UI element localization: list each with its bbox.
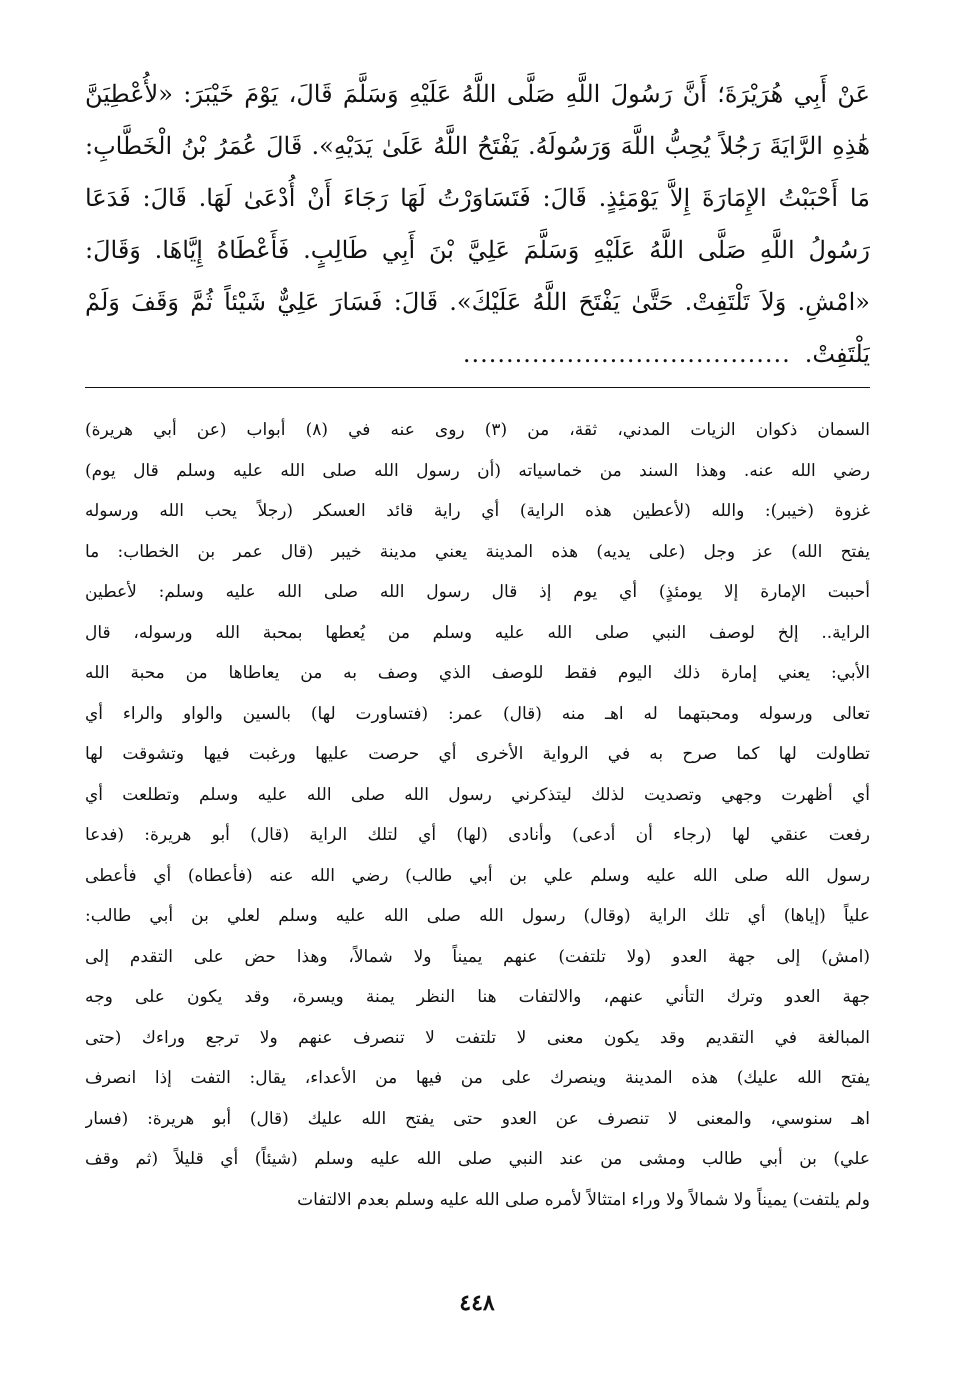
hadith-line: عَنْ أَبِي هُرَيْرَةَ؛ أَنَّ رَسُولَ اللَّهِ صَلَّى اللَّهُ عَلَيْهِ وَسَلَّمَ قَالَ، يَوْمَ خَيْبَرَ: «لأُعْطِيَنَّ (85, 80, 870, 108)
commentary-line: تعالى ورسوله ومحبتهما له اهـ منه (قال) عمر: (فتساورت لها) بالسين والواو والراء أي (85, 703, 870, 724)
commentary-line: علياً (إياها) أي تلك الراية (وقال) رسول الله صلى الله عليه وسلم لعلي بن أبي طالب: (85, 906, 870, 926)
hadith-last-line (85, 328, 870, 380)
commentary-line: الراية.. إلخ لوصف النبي صلى الله عليه وسلم من يُعطها بمحبة الله ورسوله، قال (85, 622, 870, 643)
commentary-line: الأبي: يعني إمارة ذلك اليوم فقط للوصف الذي وصف به من يعاطاها من محبة الله (85, 663, 870, 683)
commentary-line: جهة العدو وترك التأني عنهم، والالتفات هنا النظر يمنة ويسرة، وقد يكون على وجه (85, 987, 870, 1007)
commentary-line: رسول الله صلى الله عليه وسلم علي بن أبي طالب) رضي الله عنه (فأعطاه) أي فأعطى (85, 865, 870, 886)
commentary-line: رفعت عنقي لها (رجاء أن أدعى) وأنادى (لها) أي لتلك الراية (قال) أبو هريرة: (فدعا (85, 825, 870, 845)
commentary-line: المبالغة في التقديم وقد يكون معنى لا تلتفت لا تنصرف عنهم ولا ترجع وراءك (حتى (85, 1027, 870, 1048)
hadith-line: «امْشِ. وَلاَ تَلْتَفِتْ. حَتَّىٰ يَفْتَحَ اللَّهُ عَلَيْكَ». قَالَ: فَسَارَ عَلِيٌّ شَيْئاً ثُمَّ وَقَفَ وَلَمْ (85, 288, 870, 316)
trailing-dots: ...................................... (462, 340, 791, 368)
hadith-text (85, 68, 870, 380)
commentary-line: غزوة (خيبر): والله (لأعطين هذه الراية) أي راية قائد العسكر (رجلاً يحب الله ورسوله (85, 501, 870, 521)
hadith-line: مَا أَحْبَبْتُ الإِمَارَةَ إِلاَّ يَوْمَئِذٍ. قَالَ: فَتَسَاوَرْتُ لَهَا رَجَاءَ أَنْ أُدْعَىٰ لَهَا. قَالَ: فَدَعَا (85, 184, 870, 212)
commentary-line: يفتح الله عليك) هذه المدينة وينصرك على من فيها من الأعداء، يقال: التفت إذا انصرف (85, 1068, 870, 1088)
hadith-line: رَسُولُ اللَّهِ صَلَّى اللَّهُ عَلَيْهِ وَسَلَّمَ عَلِيَّ بْنَ أَبِي طَالِبٍ. فَأَعْطَاهُ إِيَّاهَا. وَقَالَ: (85, 236, 870, 264)
hadith-line: يَلْتَفِتْ. (804, 340, 870, 368)
commentary-line: رضي الله عنه. وهذا السند من خماسياته (أن رسول الله صلى الله عليه وسلم قال يوم) (85, 460, 870, 481)
commentary-line: أي أظهرت وجهي وتصديت لذلك ليتذكرني رسول الله صلى الله عليه وسلم وتطلعت أي (85, 784, 870, 805)
commentary-text (85, 410, 870, 1220)
commentary-line: السمان ذكوان الزيات المدني، ثقة، من (٣) روى عنه في (٨) أبواب (عن أبي هريرة) (85, 420, 870, 440)
commentary-line: تطاولت لها كما صرح به في الرواية الأخرى أي حرصت عليها ورغبت فيها وتشوقت لها (85, 744, 870, 764)
commentary-line: (امش) إلى جهة العدو (ولا تلتفت) عنهم يميناً ولا شمالاً، وهذا حض على التقدم إلى (85, 946, 870, 967)
commentary-line: أحببت الإمارة إلا يومئذٍ) أي يوم إذ قال رسول الله صلى الله عليه وسلم: لأعطين (85, 582, 870, 602)
commentary-line: ولم يلتفت) يميناً ولا شمالاً ولا وراء امتثالاً لأمره صلى الله عليه وسلم بعدم الالتفات (297, 1189, 870, 1210)
commentary-line: يفتح الله) عز وجل (على يديه) هذه المدينة يعني مدينة خيبر (قال عمر بن الخطاب: ما (85, 541, 870, 562)
commentary-line: اهـ سنوسي، والمعنى لا تنصرف عن العدو حتى يفتح الله عليك (قال) أبو هريرة: (فسار (85, 1108, 870, 1129)
page-number: ٤٤٨ (459, 1290, 495, 1316)
commentary-line: علي) بن أبي طالب ومشى من عند النبي صلى الله عليه وسلم (شيئاً) أي قليلاً (ثم وقف (85, 1149, 870, 1169)
hadith-line: هَٰذِهِ الرَّايَةَ رَجُلاً يُحِبُّ اللَّهَ وَرَسُولَهُ. يَفْتَحُ اللَّهُ عَلَىٰ يَدَيْهِ». قَالَ عُمَرُ بْنُ الْخَطَّابِ: (85, 132, 870, 160)
section-divider (85, 387, 870, 388)
